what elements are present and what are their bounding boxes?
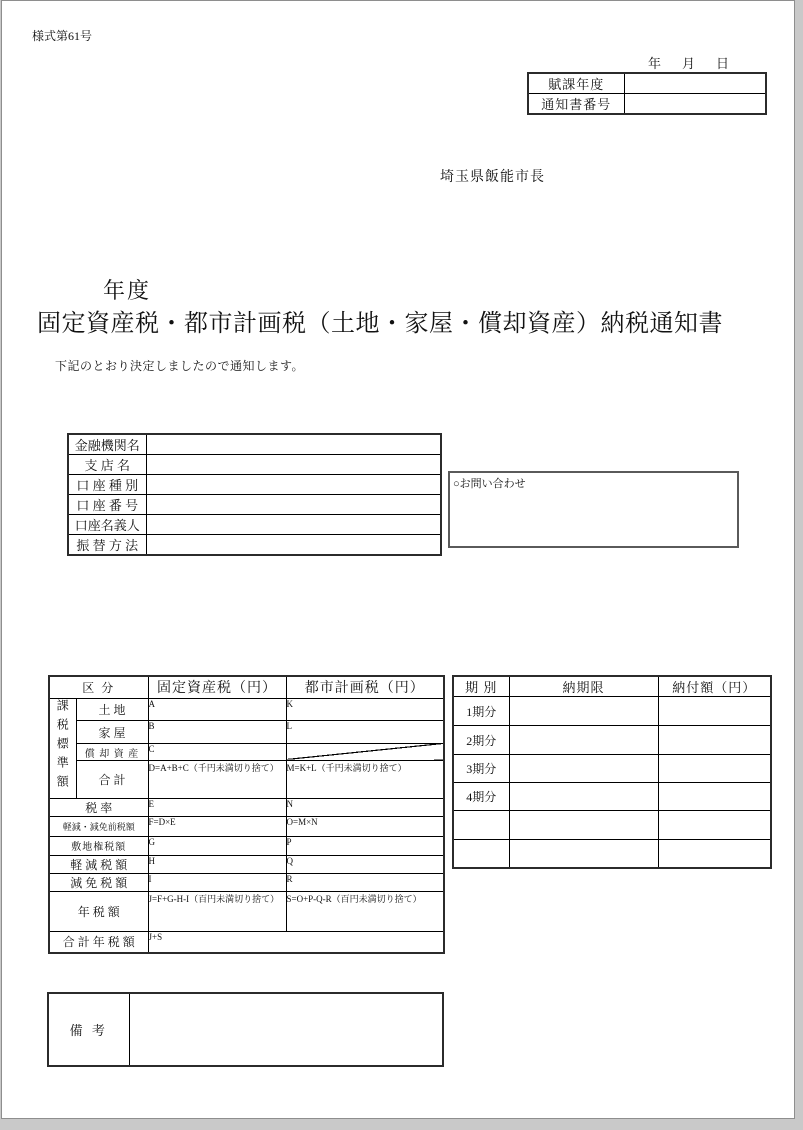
tax-rate-city-value: N (286, 798, 444, 816)
remarks-value-cell (129, 993, 443, 1066)
table-row (453, 697, 771, 726)
period-5-label (453, 811, 509, 840)
reduction-fixed-value: H (148, 855, 286, 873)
table-row (49, 761, 444, 798)
fixed-asset-tax-header: 固定資産税（円） (148, 676, 286, 698)
table-row (68, 515, 441, 535)
bank-name-value (146, 434, 441, 455)
payment-schedule-table (452, 675, 772, 869)
reduction-city-value: Q (286, 855, 444, 873)
bank-transfer-table (67, 433, 442, 556)
fiscal-year-label: 賦課年度 (528, 73, 624, 94)
remarks-table (47, 992, 444, 1067)
table-row (453, 783, 771, 811)
land-fixed-value: A (148, 698, 286, 721)
table-row (49, 698, 444, 721)
form-number: 様式第61号 (32, 29, 93, 43)
account-number-value (146, 495, 441, 515)
account-holder-label: 口座名義人 (68, 515, 146, 535)
table-row (49, 721, 444, 744)
table-row (49, 743, 444, 761)
account-holder-value (146, 515, 441, 535)
table-row (48, 993, 443, 1066)
diagonal-strikethrough-cell (286, 743, 444, 761)
taxable-base-vertical-text: 課税標準額 (55, 698, 70, 794)
house-city-value: L (286, 721, 444, 744)
subtotal-label: 合 計 (76, 761, 148, 798)
table-row (49, 816, 444, 836)
inquiry-label: ○お問い合わせ (453, 478, 526, 490)
table-row (68, 455, 441, 475)
subtotal-fixed-formula: D=A+B+C（千円未満切り捨て） (148, 761, 286, 798)
tax-rate-fixed-value: E (148, 798, 286, 816)
transfer-method-value (146, 535, 441, 556)
table-row (49, 931, 444, 953)
exemption-tax-label: 減 免 税 額 (49, 873, 148, 891)
period-3-amount-cell (658, 755, 771, 783)
site-right-fixed-value: G (148, 836, 286, 855)
period-4-amount-cell (658, 783, 771, 811)
document-title: 固定資産税・都市計画税（土地・家屋・償却資産）納税通知書 (37, 311, 723, 337)
reduction-tax-label: 軽 減 税 額 (49, 855, 148, 873)
period-4-due-cell (509, 783, 658, 811)
period-1-amount-cell (658, 697, 771, 726)
table-row (453, 811, 771, 840)
pre-reduction-fixed-formula: F=D×E (148, 816, 286, 836)
fiscal-year-heading: 年度 (103, 278, 152, 303)
period-header: 期 別 (453, 676, 509, 697)
table-row (49, 873, 444, 891)
annual-tax-fixed-formula: J=F+G-H-I（百円未満切り捨て） (148, 891, 286, 931)
table-row (68, 495, 441, 515)
table-row (453, 755, 771, 783)
depreciable-assets-label: 償 却 資 産 (76, 743, 148, 761)
branch-name-label: 支 店 名 (68, 455, 146, 475)
house-label: 家 屋 (76, 721, 148, 744)
land-city-value: K (286, 698, 444, 721)
category-header: 区 分 (49, 676, 148, 698)
fiscal-year-value (624, 73, 766, 94)
table-row (49, 891, 444, 931)
notice-number-label: 通知書番号 (528, 94, 624, 115)
period-1-label: 1期分 (453, 697, 509, 726)
account-type-label: 口 座 種 別 (68, 475, 146, 495)
period-6-amount-cell (658, 840, 771, 868)
subtotal-city-formula: M=K+L（千円未満切り捨て） (286, 761, 444, 798)
period-1-due-cell (509, 697, 658, 726)
land-label: 土 地 (76, 698, 148, 721)
period-3-due-cell (509, 755, 658, 783)
account-number-label: 口 座 番 号 (68, 495, 146, 515)
table-row (49, 798, 444, 816)
assessment-meta-table (527, 72, 767, 115)
annual-tax-label: 年 税 額 (49, 891, 148, 931)
period-5-amount-cell (658, 811, 771, 840)
mayor-addressee: 埼玉県飯能市長 (440, 170, 545, 185)
table-row (49, 676, 444, 698)
table-row (453, 676, 771, 697)
branch-name-value (146, 455, 441, 475)
period-2-amount-cell (658, 726, 771, 755)
exemption-city-value: R (286, 873, 444, 891)
taxable-base-group-label (49, 698, 76, 798)
issue-date-line: 年 月 日 (648, 56, 734, 71)
table-row (49, 855, 444, 873)
period-6-due-cell (509, 840, 658, 868)
annual-tax-city-formula: S=O+P-Q-R（百円未満切り捨て） (286, 891, 444, 931)
table-row (68, 535, 441, 556)
tax-breakdown-table (48, 675, 445, 954)
amount-header: 納付額（円） (658, 676, 771, 697)
bank-name-label: 金融機関名 (68, 434, 146, 455)
table-row (453, 840, 771, 868)
account-type-value (146, 475, 441, 495)
table-row (49, 836, 444, 855)
period-6-label (453, 840, 509, 868)
period-4-label: 4期分 (453, 783, 509, 811)
transfer-method-label: 振 替 方 法 (68, 535, 146, 556)
due-date-header: 納期限 (509, 676, 658, 697)
period-3-label: 3期分 (453, 755, 509, 783)
city-planning-tax-header: 都市計画税（円） (286, 676, 444, 698)
notice-number-value (624, 94, 766, 115)
site-right-city-value: P (286, 836, 444, 855)
table-row (453, 726, 771, 755)
total-annual-tax-label: 合 計 年 税 額 (49, 931, 148, 953)
total-annual-tax-formula: J+S (148, 931, 444, 953)
remarks-label: 備 考 (48, 993, 129, 1066)
inquiry-box (448, 471, 739, 548)
notice-text: 下記のとおり決定しましたので通知します。 (55, 359, 305, 373)
depreciable-fixed-value: C (148, 743, 286, 761)
pre-reduction-tax-label: 軽減・減免前税額 (49, 816, 148, 836)
period-2-due-cell (509, 726, 658, 755)
tax-rate-label: 税 率 (49, 798, 148, 816)
period-5-due-cell (509, 811, 658, 840)
house-fixed-value: B (148, 721, 286, 744)
table-row (68, 475, 441, 495)
site-right-tax-label: 敷地権税額 (49, 836, 148, 855)
table-row (68, 434, 441, 455)
period-2-label: 2期分 (453, 726, 509, 755)
exemption-fixed-value: I (148, 873, 286, 891)
pre-reduction-city-formula: O=M×N (286, 816, 444, 836)
